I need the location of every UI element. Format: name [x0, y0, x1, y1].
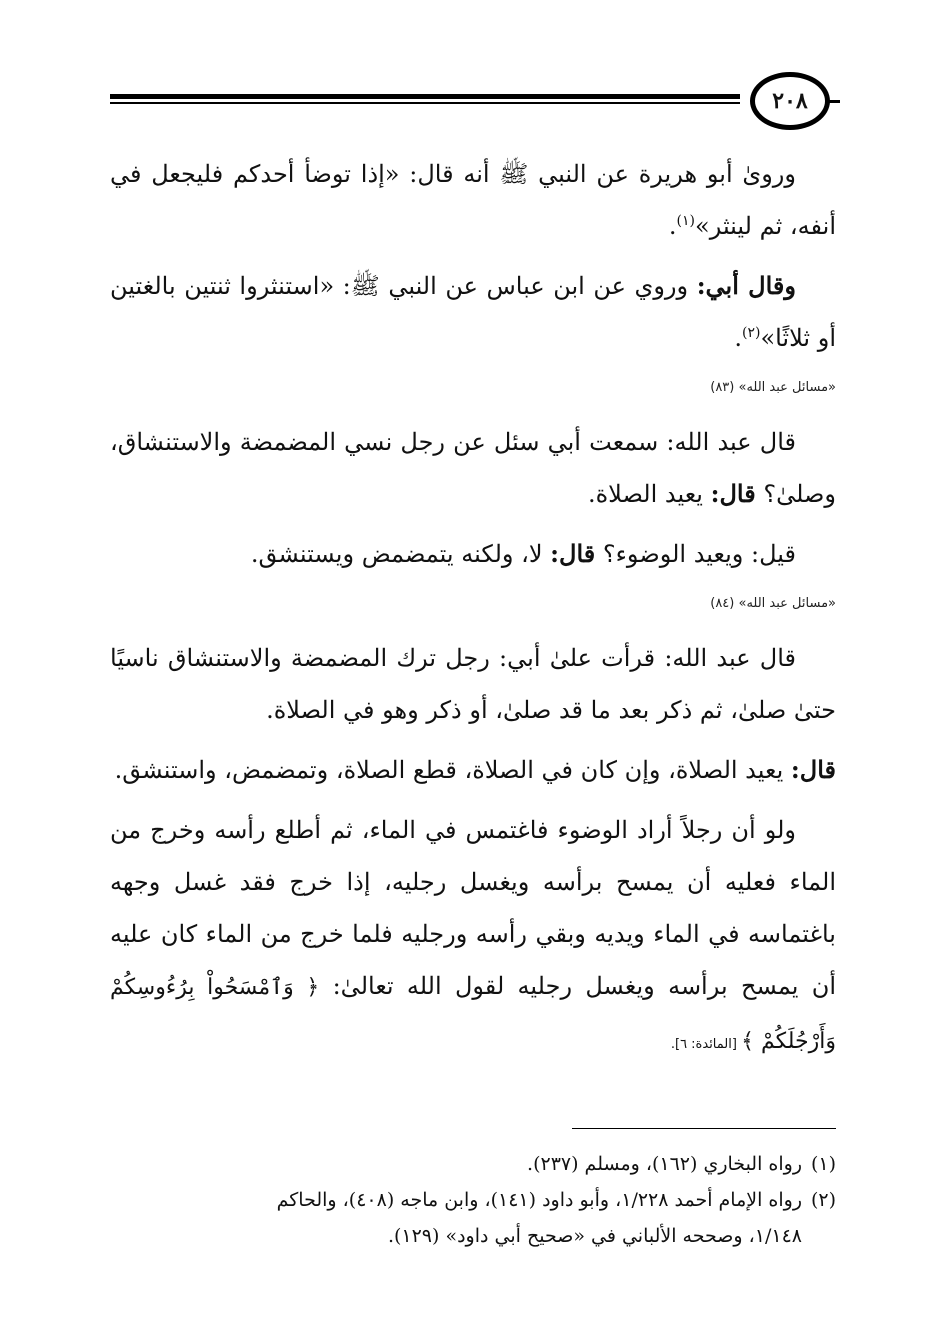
footnote-ref-1: (١) — [676, 213, 696, 229]
paragraph-2 — [110, 260, 836, 364]
footnote-number: (٢) — [810, 1189, 836, 1211]
footnote-text: رواه الإمام أحمد ١/٢٢٨، وأبو داود (١٤١)، وابن ماجه (٤٠٨)، والحاكم — [276, 1189, 802, 1211]
paragraph-4-lead: قال: — [550, 539, 596, 568]
paragraph-3-text-b: يعيد الصلاة. — [587, 480, 711, 508]
paragraph-4 — [110, 528, 836, 580]
paragraph-1-end: . — [668, 212, 677, 240]
header-rule-thick — [110, 94, 740, 99]
paragraph-5: قال عبد الله: قرأت علىٰ أبي: رجل ترك المضمضة والاستنشاق ناسيًا حتىٰ صلىٰ، ثم ذكر بعد ما قد صلىٰ، أو ذكر وهو في الصلاة. — [110, 644, 836, 724]
main-text — [110, 148, 836, 1071]
footnote-number: (١) — [810, 1153, 836, 1175]
paragraph-7 — [110, 804, 836, 1071]
verse-reference: [المائدة: ٦]. — [670, 1037, 742, 1052]
paragraph-3-text-a: قال عبد الله: سمعت أبي سئل عن رجل نسي المضمضة والاستنشاق، وصلىٰ؟ — [110, 428, 836, 508]
paragraph-4-text-a: قيل: ويعيد الوضوء؟ — [595, 540, 796, 568]
source-citation-2: «مسائل عبد الله» (٨٤) — [710, 596, 836, 611]
paragraph-2-lead: وقال أبي: — [696, 271, 796, 300]
footnote-text: رواه البخاري (١٦٢)، ومسلم (٢٣٧). — [527, 1153, 802, 1175]
source-citation-1: «مسائل عبد الله» (٨٣) — [710, 380, 836, 395]
footnote-1 — [110, 1146, 836, 1182]
quran-verse: ﴿ وَٱمْسَحُواْ بِرُءُوسِكُمْ وَأَرْجُلَكُمْ ﴾ — [110, 975, 836, 1054]
header-rule-thin — [110, 102, 740, 104]
paragraph-6 — [110, 744, 836, 796]
page-number: ٢٠٨ — [772, 88, 808, 114]
paragraph-1 — [110, 148, 836, 252]
paragraph-3-lead: قال: — [710, 479, 756, 508]
paragraph-1-text: وروىٰ أبو هريرة عن النبي ﷺ أنه قال: «إذا توضأ أحدكم فليجعل في أنفه، ثم لينثر» — [110, 160, 836, 240]
footnote-separator — [572, 1128, 836, 1129]
footnote-2 — [110, 1182, 836, 1218]
page-number-badge — [750, 72, 830, 130]
paragraph-6-lead: قال: — [790, 755, 836, 784]
paragraph-2-end: . — [734, 324, 742, 352]
paragraph-2-text: وروي عن ابن عباس عن النبي ﷺ: «استنثروا ثنتين بالغتين أو ثلاثًا» — [110, 272, 836, 352]
footnotes — [110, 1146, 836, 1254]
paragraph-4-text-b: لا، ولكنه يتمضمض ويستنشق. — [250, 540, 551, 568]
paragraph-7-text: ولو أن رجلاً أراد الوضوء فاغتمس في الماء، ثم أطلع رأسه وخرج من الماء فعليه أن يمسح برأسه ويغسل رجليه، إذا خرج فقد غسل وجهه باغتماسه في الماء ويديه وبقي رأسه ورجليه فلما خرج من الماء كان عليه أن يمسح برأسه ويغسل رجليه لقول الله تعالىٰ: — [110, 816, 837, 1000]
paragraph-3 — [110, 416, 836, 520]
paragraph-6-text: يعيد الصلاة، وإن كان في الصلاة، قطع الصلاة، وتمضمض، واستنشق. — [114, 756, 791, 784]
footnote-2-continuation: ١/١٤٨، وصححه الألباني في «صحيح أبي داود» (١٢٩). — [387, 1225, 802, 1247]
page-header — [110, 70, 840, 134]
footnote-ref-2: (٢) — [741, 325, 761, 341]
